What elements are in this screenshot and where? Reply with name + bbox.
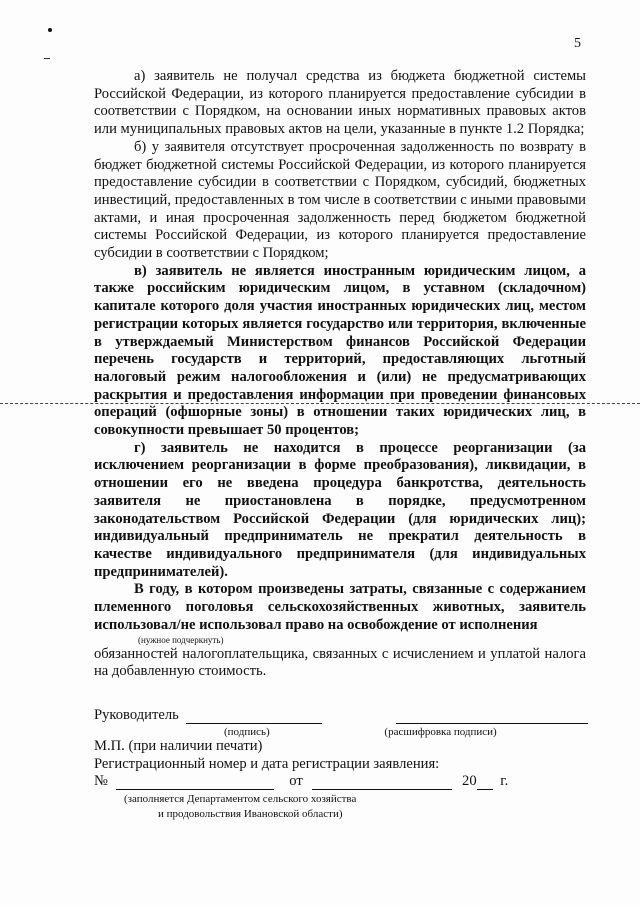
paragraph-a: а) заявитель не получал средства из бюджета бюджетной системы Российской Федерации, из которого планируется предоставление субсидии в соответствии с Порядком, на основании иных нормативных правовых актов или муниципальных правовых актов на цели, указанные в пункте 1.2 Порядка; <box>94 68 586 138</box>
registration-number-field[interactable] <box>116 789 274 790</box>
head-signature-row <box>94 707 594 724</box>
decode-caption: (расшифровка подписи) <box>384 726 497 738</box>
stamp-label: М.П. (при наличии печати) <box>94 738 263 754</box>
registration-date-field[interactable] <box>312 789 452 790</box>
fill-note-2: и продовольствия Ивановской области) <box>158 808 343 820</box>
page-number: 5 <box>574 36 581 51</box>
year-prefix: 20 <box>462 773 477 789</box>
year-suffix: г. <box>500 773 509 789</box>
paragraph-year: В году, в котором произведены затраты, связанные с содержанием племенного поголовья сельскохозяйственных животных, заявитель использовал/не использовал право на освобождение от исполнения <box>94 581 586 633</box>
paragraph-v: в) заявитель не является иностранным юридическим лицом, а также российским юридическим лицом, в уставном (складочном) капитале которого доля участия иностранных юридических лиц, местом регистрации которых является государство или территория, включенные в утверждаемый Министерством финансов Российской Федерации перечень государств и территорий, предоставляющих льготный налоговый режим налогообложения и (или) не предусматривающих раскрытия и предоставления информации при проведении финансовых операций (офшорные зоны) в отношении таких юридических лиц, в совокупности превышает 50 процентов; <box>94 262 586 439</box>
document-body <box>94 68 586 681</box>
registration-row <box>94 773 594 790</box>
paragraph-b: б) у заявителя отсутствует просроченная задолженность по возврату в бюджет бюджетной системы Российской Федерации, из которого планируется предоставление субсидии в соответствии с Порядком, субсидий, бюджетных инвестиций, предоставленных в том числе в соответствии с иными правовыми актами, и иная просроченная задолженность перед бюджетом бюджетной системы Российской Федерации, из которого планируется предоставление субсидии в соответствии с Порядком; <box>94 138 586 262</box>
scan-dot <box>48 28 52 32</box>
registration-label: Регистрационный номер и дата регистрации заявления: <box>94 756 440 772</box>
paragraph-obligations: обязанностей налогоплательщика, связанных с исчислением и уплатой налога на добавленную стоимость. <box>94 645 586 680</box>
number-sign: № <box>94 773 108 789</box>
underline-hint: (нужное подчеркнуть) <box>138 634 224 645</box>
sign-caption: (подпись) <box>224 726 270 738</box>
paragraph-g: г) заявитель не находится в процессе реорганизации (за исключением реорганизации в форме преобразования), ликвидации, в отношении его не введена процедура банкротства, деятельность заявителя не приостановлена в порядке, предусмотренном законодательством Российской Федерации (для юридических лиц); индивидуальный предприниматель не прекратил деятельность в качестве индивидуального предпринимателя (для индивидуальных предпринимателей). <box>94 439 586 580</box>
head-label: Руководитель <box>94 707 179 723</box>
scan-dash <box>44 58 50 59</box>
scan-artifact-line <box>0 403 640 404</box>
year-field[interactable] <box>477 789 493 790</box>
fill-note-1: (заполняется Департаментом сельского хозяйства <box>124 793 357 805</box>
from-label: от <box>289 773 303 789</box>
